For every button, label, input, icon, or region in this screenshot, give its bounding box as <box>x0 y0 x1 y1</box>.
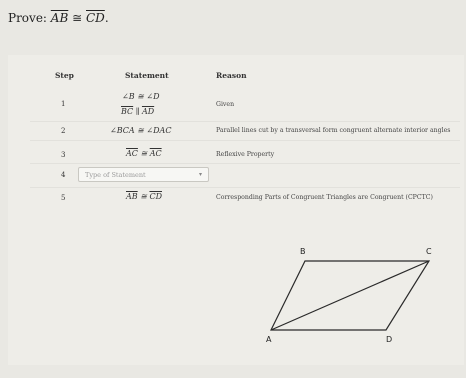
segment-cd: $\overline{CD}$ <box>149 192 162 201</box>
segment-ac: $\overline{AC}$ <box>126 149 138 158</box>
row-3-reason: Reflexive Property <box>216 151 275 158</box>
row-1-step: 1 <box>61 100 66 108</box>
row-divider <box>30 121 460 122</box>
vertex-label-c: C <box>426 247 432 256</box>
statement-type-dropdown[interactable] <box>78 167 209 182</box>
vertex-label-d: D <box>386 335 393 344</box>
row-1-reason: Given <box>216 101 235 108</box>
prove-segment-ab: $\overline{AB}$ <box>50 11 69 25</box>
dropdown-placeholder: Type of Statement <box>85 171 146 179</box>
row-divider <box>30 187 460 188</box>
congruent-symbol: ≅ <box>140 149 148 158</box>
row-4-step: 4 <box>61 171 66 179</box>
row-1-statement-angles: ∠B ≅ ∠D <box>122 92 160 101</box>
parallelogram-figure <box>262 222 462 350</box>
header-reason: Reason <box>216 71 247 80</box>
vertex-label-a: A <box>266 335 272 344</box>
chevron-down-icon[interactable]: ▾ <box>198 171 202 178</box>
row-divider <box>30 163 460 164</box>
segment-ac: $\overline{AC}$ <box>149 149 162 158</box>
prove-statement <box>8 11 109 25</box>
segment-bc: $\overline{BC}$ <box>121 107 134 116</box>
row-5-reason: Corresponding Parts of Congruent Triangles are Congruent (CPCTC) <box>216 194 433 201</box>
congruent-symbol: ≅ <box>140 192 147 201</box>
prove-congruent-symbol: ≅ <box>72 11 83 25</box>
prove-label: Prove: <box>8 11 47 25</box>
diagonal-ac <box>271 261 429 330</box>
row-2-step: 2 <box>61 127 66 135</box>
row-divider <box>30 140 460 141</box>
vertex-label-b: B <box>300 247 306 256</box>
parallel-symbol: ∥ <box>135 107 140 116</box>
row-3-step: 3 <box>61 151 66 159</box>
segment-ad: $\overline{AD}$ <box>141 107 155 116</box>
row-1-statement-parallel <box>121 107 154 116</box>
row-5-statement <box>126 192 162 201</box>
prove-segment-cd: $\overline{CD}$ <box>86 11 105 25</box>
row-3-statement <box>126 149 162 158</box>
prove-period: . <box>104 11 109 25</box>
row-2-statement: ∠BCA ≅ ∠DAC <box>110 126 172 135</box>
row-2-reason: Parallel lines cut by a transversal form congruent alternate interior angles <box>216 127 451 134</box>
header-statement: Statement <box>125 71 169 80</box>
header-step: Step <box>55 71 74 80</box>
segment-ab: $\overline{AB}$ <box>126 192 138 201</box>
row-5-step: 5 <box>61 194 66 202</box>
